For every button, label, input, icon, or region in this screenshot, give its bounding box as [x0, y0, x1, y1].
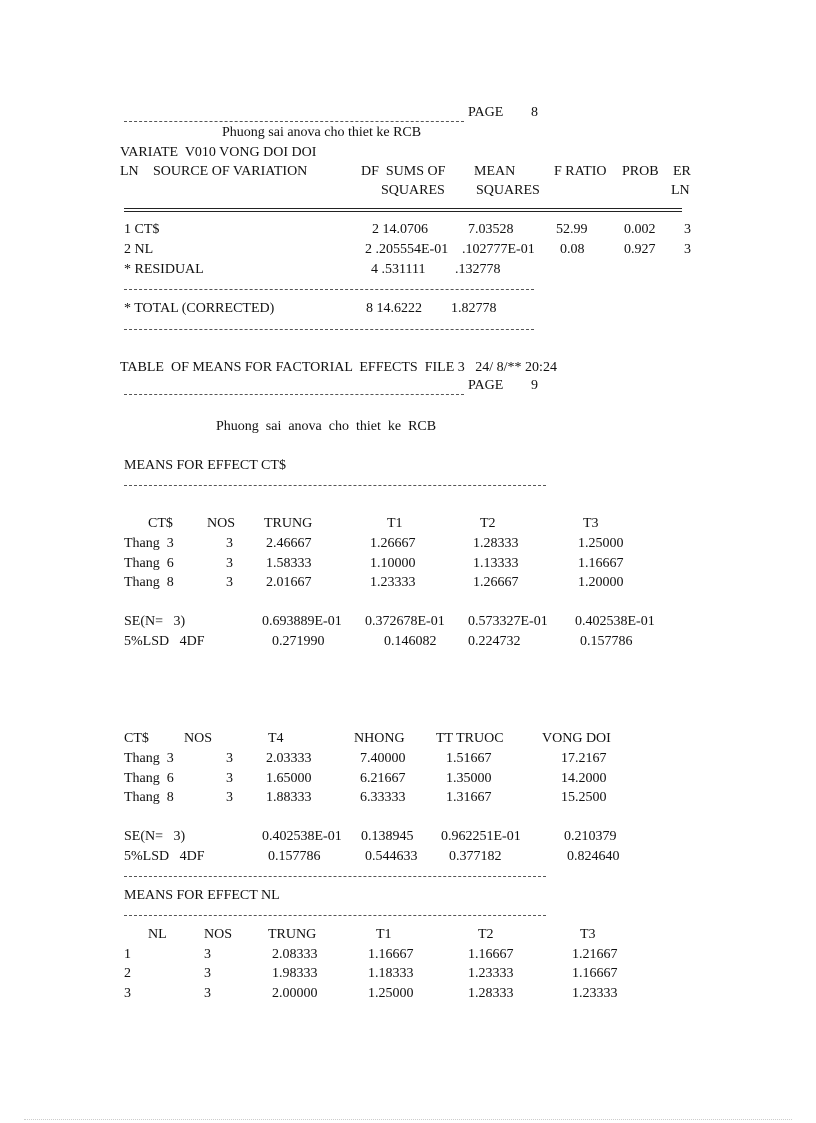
cell: 5%LSD 4DF [124, 849, 205, 864]
cell: 3 [226, 790, 233, 805]
anova-ms: 7.03528 [468, 222, 514, 237]
cell: 0.224732 [468, 634, 521, 649]
cell: 3 [226, 751, 233, 766]
cell: 1.13333 [473, 556, 519, 571]
cell: 1.25000 [578, 536, 624, 551]
cell: 3 [226, 556, 233, 571]
col-header: T2 [480, 516, 496, 531]
cell: 0.157786 [268, 849, 321, 864]
cell: 0.544633 [365, 849, 418, 864]
col-header: CT$ [148, 516, 173, 531]
cell: 3 [226, 575, 233, 590]
col-header: T2 [478, 927, 494, 942]
anova-header-squares-1: SQUARES [381, 183, 445, 198]
section-heading: MEANS FOR EFFECT CT$ [124, 458, 286, 473]
col-header: TT TRUOC [436, 731, 504, 746]
anova-header-df-sums: DF SUMS OF [361, 164, 446, 179]
col-header: NOS [207, 516, 236, 531]
variate-line: VARIATE V010 VONG DOI DOI [120, 145, 317, 160]
anova-double-rule [124, 208, 682, 212]
cell: 0.146082 [384, 634, 437, 649]
col-header: NOS [204, 927, 233, 942]
cell: 1.88333 [266, 790, 312, 805]
cell: 0.402538E-01 [575, 614, 655, 629]
cell: Thang 6 [124, 556, 174, 571]
cell: 6.21667 [360, 771, 406, 786]
cell: 1.23333 [572, 986, 618, 1001]
cell: 15.2500 [561, 790, 607, 805]
cell: 6.33333 [360, 790, 406, 805]
cell: 0.693889E-01 [262, 614, 342, 629]
anova-df-ss: 2 14.0706 [372, 222, 428, 237]
cell: 1.25000 [368, 986, 414, 1001]
cell: 0.271990 [272, 634, 325, 649]
cell: Thang 3 [124, 536, 174, 551]
cell: SE(N= 3) [124, 829, 186, 844]
cell: 1.20000 [578, 575, 624, 590]
cell: 1.58333 [266, 556, 312, 571]
section-rule [124, 876, 546, 877]
cell: 1.16667 [578, 556, 624, 571]
section-rule [124, 915, 546, 916]
col-header: NHONG [354, 731, 405, 746]
page-title: Phuong sai anova cho thiet ke RCB [216, 419, 437, 434]
col-header: T1 [376, 927, 392, 942]
anova-rule [124, 329, 534, 330]
cell: 14.2000 [561, 771, 607, 786]
cell: 1.35000 [446, 771, 492, 786]
cell: 3 [204, 966, 211, 981]
anova-prob: 0.927 [624, 242, 656, 257]
page-number: 8 [531, 105, 538, 120]
page-rule [124, 394, 464, 395]
cell: 1.65000 [266, 771, 312, 786]
anova-source: * RESIDUAL [124, 262, 204, 277]
anova-f: 52.99 [556, 222, 588, 237]
section-heading: MEANS FOR EFFECT NL [124, 888, 280, 903]
anova-rule [124, 289, 534, 290]
cell: 3 [204, 986, 211, 1001]
cell: 0.372678E-01 [365, 614, 445, 629]
col-header: VONG DOI [542, 731, 611, 746]
cell: 2.01667 [266, 575, 312, 590]
cell: 1.16667 [368, 947, 414, 962]
cell: 3 [226, 536, 233, 551]
cell: 17.2167 [561, 751, 607, 766]
cell: 0.210379 [564, 829, 617, 844]
cell: 1 [124, 947, 131, 962]
anova-header-er: ER [673, 164, 691, 179]
anova-header-ln2: LN [671, 183, 690, 198]
anova-er: 3 [684, 222, 691, 237]
cell: 3 [124, 986, 131, 1001]
cell: 1.26667 [370, 536, 416, 551]
cell: Thang 3 [124, 751, 174, 766]
cell: 1.51667 [446, 751, 492, 766]
cell: 5%LSD 4DF [124, 634, 205, 649]
cell: 1.16667 [572, 966, 618, 981]
anova-prob: 0.002 [624, 222, 656, 237]
col-header: NOS [184, 731, 213, 746]
cell: 1.23333 [370, 575, 416, 590]
anova-header-fratio: F RATIO [554, 164, 607, 179]
cell: 1.18333 [368, 966, 414, 981]
cell: 7.40000 [360, 751, 406, 766]
anova-header-squares-2: SQUARES [476, 183, 540, 198]
anova-header-source: SOURCE OF VARIATION [153, 164, 308, 179]
anova-ms: .132778 [455, 262, 501, 277]
anova-total-source: * TOTAL (CORRECTED) [124, 301, 275, 316]
col-header: TRUNG [268, 927, 317, 942]
cell: 1.98333 [272, 966, 318, 981]
cell: 2.46667 [266, 536, 312, 551]
cell: 1.23333 [468, 966, 514, 981]
col-header: CT$ [124, 731, 149, 746]
cell: Thang 6 [124, 771, 174, 786]
anova-source: 1 CT$ [124, 222, 160, 237]
cell: 2.00000 [272, 986, 318, 1001]
cell: 0.573327E-01 [468, 614, 548, 629]
cell: 1.16667 [468, 947, 514, 962]
cell: 0.824640 [567, 849, 620, 864]
anova-total-ms: 1.82778 [451, 301, 497, 316]
anova-f: 0.08 [560, 242, 585, 257]
page-rule [124, 121, 464, 122]
cell: 1.31667 [446, 790, 492, 805]
anova-source: 2 NL [124, 242, 154, 257]
col-header: T3 [580, 927, 596, 942]
cell: 0.402538E-01 [262, 829, 342, 844]
table-means-header: TABLE OF MEANS FOR FACTORIAL EFFECTS FILE 3 24/ 8/** 20:24 [120, 360, 557, 375]
page-number: 9 [531, 378, 538, 393]
col-header: T4 [268, 731, 284, 746]
col-header: TRUNG [264, 516, 313, 531]
anova-header-prob: PROB [622, 164, 659, 179]
anova-df-ss: 2 .205554E-01 [365, 242, 449, 257]
anova-header-mean: MEAN [474, 164, 516, 179]
page-label: PAGE [468, 105, 504, 120]
anova-ms: .102777E-01 [462, 242, 535, 257]
col-header: NL [148, 927, 167, 942]
col-header: T1 [387, 516, 403, 531]
cell: 1.10000 [370, 556, 416, 571]
cell: 2 [124, 966, 131, 981]
anova-header-ln: LN [120, 164, 139, 179]
anova-df-ss: 4 .531111 [371, 262, 426, 277]
anova-er: 3 [684, 242, 691, 257]
cell: 1.26667 [473, 575, 519, 590]
cell: 1.21667 [572, 947, 618, 962]
cell: Thang 8 [124, 790, 174, 805]
cell: 3 [204, 947, 211, 962]
anova-total-df-ss: 8 14.6222 [366, 301, 422, 316]
cell: SE(N= 3) [124, 614, 186, 629]
cell: Thang 8 [124, 575, 174, 590]
cell: 2.03333 [266, 751, 312, 766]
page-title: Phuong sai anova cho thiet ke RCB [222, 125, 422, 140]
page-bottom-border [24, 1119, 792, 1120]
section-rule [124, 485, 546, 486]
cell: 0.138945 [361, 829, 414, 844]
cell: 1.28333 [468, 986, 514, 1001]
col-header: T3 [583, 516, 599, 531]
cell: 0.377182 [449, 849, 502, 864]
cell: 2.08333 [272, 947, 318, 962]
page-label: PAGE [468, 378, 504, 393]
cell: 0.962251E-01 [441, 829, 521, 844]
cell: 0.157786 [580, 634, 633, 649]
cell: 1.28333 [473, 536, 519, 551]
cell: 3 [226, 771, 233, 786]
